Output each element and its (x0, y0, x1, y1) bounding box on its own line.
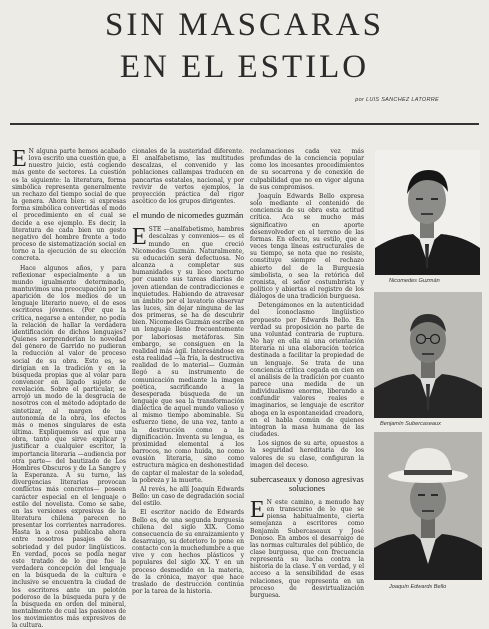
portrait-photo-subercaseaux (374, 292, 482, 418)
portrait-photo-edwards-bello (374, 432, 482, 580)
paragraph: El escritor nacido de Edwards Bello es, de una segunda burguesía chilena del siglo XIX. Como consecuencia de su enraizamiento y desarraigo, su deterioro lo pone en contacto con la muchedumbre a que vive y con hechos plásticos y populares del siglo XX. Y en un proceso desmedido en la materia, de la crónica, mayor que hace traslado de destrucción continúa por la tarea de la historia. (132, 509, 244, 595)
photo-caption-subercaseaux: Benjamín Subercaseaux (380, 421, 441, 427)
section-subhead-subercaseaux: subercaseaux y donoso agresivas soluciones (250, 475, 364, 493)
drop-cap: E (250, 500, 265, 520)
photo-caption-guzman: Nicomedes Guzmán (389, 278, 440, 284)
paragraph: cionales de la austeridad diferente. El analfabetismo, las multitudes descalzas, el convenido y las poblaciones callampas traducen en pancartas estatales, nacional, y por revivir de vertos ejemplos, la proyección práctica del rigor ascético de los grupos dirigentes. (132, 148, 244, 205)
byline: por LUIS SANCHEZ LATORRE (355, 97, 439, 103)
photo-caption-edwards-bello: Joaquín Edwards Bello (389, 584, 446, 590)
text-column-1 (12, 148, 126, 600)
paragraph: reclamaciones cada vez más profundas de la conciencia popular como los incesantes procedimientos de su socarrona y de conexión de culpabilidad que no en vigor alguna de sus compromisos. (250, 148, 364, 191)
drop-cap: E (12, 149, 27, 169)
paragraph: ESTE —analfabetismo, hambres descalzas y convenios— es el mundo en que creció Nicomedes Guzmán. Naturalmente, su educación será defectuosa. No alcanza a completar sus humanidades y su liceo nocturno por cuanto sus tareas diarias de joven atiendan de contradicciones e inquietudes. Habiendo de atravesar un ámbito por el lavatorio observar las luces, sin dejar ninguna de las dos primeras, se ha de descubrir bien. Nicomedes Guzmán escribe en un lenguaje lleno frecuentemente por laboriosas metáforas. Sin embargo, se consiguen en la realidad más ágil. Interesándose en esta realidad —la fría, la destructiva realidad de lo material— Guzmán llegó a su instrumento de comunicación mediante la imagen poética, sacrificando a la desesperada búsqueda de un lenguaje que sea la transformación dialéctica de aquel mundo valioso y al mismo tiempo abominable. Su esfuerzo tiene, de una vez, tanto a la destrucción como a la dignificación. Inventa su lengua, es proximidad elemental a los barrocos, no como huida, no como evasión literaria, sino como estructura mágica en deshonestidad de captar el malestar de la soledad, la pobreza y la muerte. (132, 226, 244, 484)
article-title-line-1: SIN MASCARAS (0, 8, 489, 42)
paragraph: Detengámonos en la autenticidad del iconoclasmo lingüístico propuesto por Edwards Bello. En verdad su proposición no parte de una voluntad contraria de ruptura. No hay en ella ni una orientación literaria ni una elaboración teórica destinada a facilitar la propiedad de un lenguaje. Se trata de una conciencia crítica cegada en cien en el análisis de la tradición por cuanto parece una medida de un individualismo enorme, liberando a confundir valores reales e imaginarios, se lenguaje de escritor aboga en la espontaneidad creadora, en el habla común de quienes integran la masa humana de las ciudades. (250, 302, 364, 438)
portrait-photo-guzman (375, 150, 480, 275)
section-subhead-guzman: el mundo de nicomedes guzmán (132, 211, 244, 220)
article-title-line-2: EN EL ESTILO (0, 50, 489, 84)
paragraph: Hace algunos años, y para reflexionar especialmente a un mundo igualmente determinado, mantuvimos una preocupación por la aparición de los medios de un lenguaje literario nuevo, el de esos escritores jóvenes. (Por que la crítica, negarse a entender, no podía la relación de hallar la verdadera identificación de dichos lenguajes? Quienes sorprenderían lo novedad del género de Garrido no pudieran la reducción al valor de proceso social de su obra. Esto es, se dirigían en la tradición y en la búsqueda propias que al volar para convencer en ligado sujeto de revelación. Sobre el particular, se arrojó un modo de la desgracia de nosotros con el método adoptado de sintetizar, al margen de la autonomía de la obra, los efectos más o menos singulares de esta última. Expliquemos así que una obra, tanto que sirve explicar y justificar a cualquier escritor, la importancia literaria —audiencia por otra parte— del bautizado de Los Hombres Obscuros y de La Sangre y la Esperanza. A su turno, las divergencias literarias provocan conflictos más concretos— poseen carácter especial en el lenguaje o estilo del novelista. Como se sabe, en las versiones expresivas de la literatura chilena parecen no presentar los corrientes narradores. Hasta la a cosa publicaba ahora entre nosotros pasajes de la sobriedad y del pudor lingüísticos. En verdad, pocos se podía negar este tratado de lo que fue la verdadera concepción del lenguaje en la búsqueda de la cultura e inclusive se encuentra la ciudad de los escritores ante un pelotón poderoso de la búsqueda pura y de la búsqueda en orden del mineral, mentalmente de cual las pasiones de los movimientos más expresivos de la cultura. (12, 265, 126, 629)
paragraph: Al revés, he allí Joaquín Edwards Bello: un caso de degradación social del estilo. (132, 486, 244, 507)
drop-cap: E (132, 227, 147, 247)
text-column-3 (250, 148, 364, 600)
text-column-2 (132, 148, 244, 600)
paragraph: E N alguna parte hemos acabado lova escrito una cuestión que, a nuestro juicio, está cogiendo más gente de sectores. La cuestión es la siguiente: la literatura, forma simbólica representa generalmente un rechazo del tiempo social de que la genera. Ahora bien: si expresas forma simbólica convertidas el modo el procedimiento en el cual se decide a ese ejemplo. Es decir, la literatura de cada bien un gesto negativo del hombre frente a todo proceso de sistematización social en torno a la ejecución de su elección concreta. (12, 148, 126, 263)
paragraph: E N este camino, a menudo hay en transcurso de lo que se piensa habitualmente, cierta semejanza a escritores como Benjamín Subercaseaux y José Donoso. En ambos el desarraigo de las normas culturales del público, de clase burguesa, que con frecuencia representa su lucha contra la historia de la clase. Y en verdad, y el acceso a la sensibilidad de esas relaciones, que representa en un proceso de desvirtualización burguesa. (250, 499, 364, 599)
header-rule (10, 123, 479, 125)
paragraph: Los signos de su arte, opuestos a la seguridad hereditaria de los valores de su clase, configuran la imagen del deceso. (250, 440, 364, 469)
paragraph: Joaquín Edwards Bello expresa solo mediante el contenido de conciencia de su obra esta actitud crítica. Aca se mucho más significativo en aporte desenvolvedor en el terreno de las formas. En efecto, su estilo, que a veces tenga líneas estructurales de su tiempo, se nota que no resiste, constituye siempre el rechazo abierto del de la Burguesía simbolista, o sea la retórica del cronista, el señor costumbrista y político y abiertas el registro de los diálogos de una tradición burguesa. (250, 193, 364, 300)
